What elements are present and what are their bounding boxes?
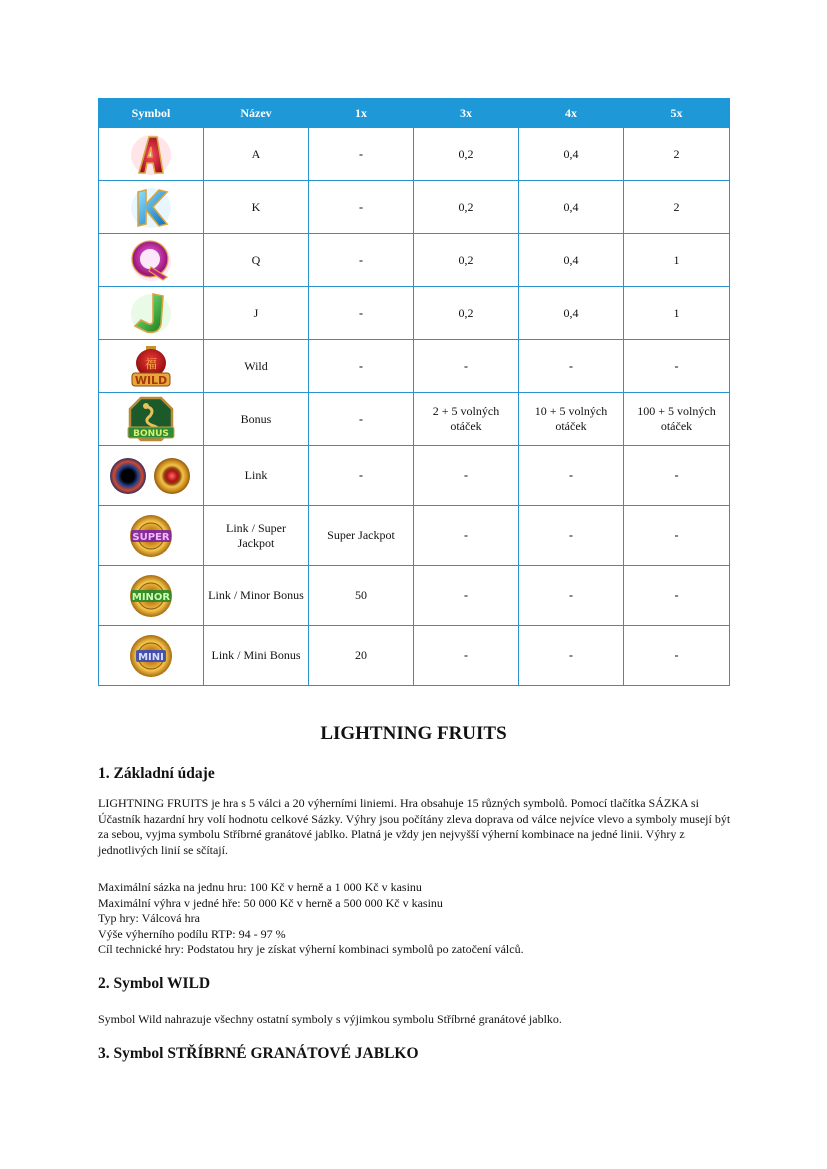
payout-4x: - (519, 446, 624, 506)
symbol-name: Link / Super Jackpot (204, 506, 309, 566)
payout-1x: - (309, 340, 414, 393)
symbol-cell (99, 446, 204, 506)
payout-1x: - (309, 393, 414, 446)
symbol-cell (99, 393, 204, 446)
payout-4x: 0,4 (519, 234, 624, 287)
payout-1x: - (309, 128, 414, 181)
payout-3x: - (414, 446, 519, 506)
symbol-name: Q (204, 234, 309, 287)
payout-5x: 2 (624, 181, 730, 234)
section-paragraph-wild: Symbol Wild nahrazuje všechny ostatní symboly s výjimkou symbolu Stříbrné granátové jablko. (98, 1012, 562, 1026)
payout-1x: - (309, 446, 414, 506)
table-row (99, 340, 730, 393)
payout-4x: - (519, 506, 624, 566)
symbol-name: Link (204, 446, 309, 506)
payout-1x: - (309, 181, 414, 234)
table-row (99, 287, 730, 340)
letter-k-icon (129, 184, 173, 230)
payout-4x: 0,4 (519, 128, 624, 181)
payout-3x: 2 + 5 volných otáček (414, 393, 519, 446)
table-row (99, 181, 730, 234)
payout-5x: - (624, 626, 730, 686)
table-row (99, 393, 730, 446)
table-row (99, 128, 730, 181)
symbol-name: Wild (204, 340, 309, 393)
payout-4x: - (519, 340, 624, 393)
payout-5x: - (624, 340, 730, 393)
symbol-cell (99, 128, 204, 181)
payout-4x: 10 + 5 volných otáček (519, 393, 624, 446)
fact-rtp: Výše výherního podílu RTP: 94 - 97 % (98, 926, 286, 941)
minor-coin-icon (128, 573, 174, 619)
symbol-name: A (204, 128, 309, 181)
section-paragraph-basic-info: LIGHTNING FRUITS je hra s 5 válci a 20 výherními liniemi. Hra obsahuje 15 různých symbolů. Pomocí tlačítka SÁZKA si Účastník hazardní hry volí hodnotu celkové Sázky. Výhry jsou počítány zleva doprava od válce nejvíce vlevo a symboly musejí být za sebou, vyjma symbolu Stříbrné granátové jablko. Platná je vždy jen nejvyšší výherní kombinace na jedné linii. Výhry z jednotlivých linií se sčítají. (98, 796, 731, 857)
mini-coin-icon (128, 633, 174, 679)
fact-max-bet: Maximální sázka na jednu hru: 100 Kč v herně a 1 000 Kč v kasinu (98, 880, 422, 894)
header-1x: 1x (309, 99, 414, 128)
payout-3x: 0,2 (414, 234, 519, 287)
symbol-name: Link / Minor Bonus (204, 566, 309, 626)
symbol-cell (99, 340, 204, 393)
payout-3x: 0,2 (414, 128, 519, 181)
letter-q-icon (129, 237, 173, 283)
document-title: LIGHTNING FRUITS (320, 723, 507, 744)
payout-5x: 1 (624, 287, 730, 340)
letter-j-icon (129, 290, 173, 336)
svg-text:MINOR: MINOR (131, 591, 171, 603)
symbol-name: Link / Mini Bonus (204, 626, 309, 686)
svg-text:福: 福 (144, 357, 158, 371)
section-heading-silver-pomegranate: 3. Symbol STŘÍBRNÉ GRANÁTOVÉ JABLKO (98, 1045, 419, 1062)
svg-text:MINI: MINI (138, 651, 164, 663)
table-row (99, 626, 730, 686)
symbol-cell (99, 626, 204, 686)
payout-5x: - (624, 446, 730, 506)
table-row (99, 566, 730, 626)
symbol-cell (99, 506, 204, 566)
symbol-cell (99, 287, 204, 340)
payout-1x: - (309, 287, 414, 340)
symbol-name: J (204, 287, 309, 340)
symbol-name: K (204, 181, 309, 234)
payout-3x: 0,2 (414, 287, 519, 340)
section-heading-wild: 2. Symbol WILD (98, 975, 211, 992)
payout-5x: 1 (624, 234, 730, 287)
symbol-name: Bonus (204, 393, 309, 446)
fact-game-goal: Cíl technické hry: Podstatou hry je získat výherní kombinaci symbolů po zatočení válců. (98, 942, 524, 956)
payout-3x: - (414, 506, 519, 566)
table-row (99, 234, 730, 287)
payout-1x: - (309, 234, 414, 287)
payout-5x: - (624, 566, 730, 626)
svg-text:BONUS: BONUS (133, 429, 169, 439)
wild-lantern-icon (128, 343, 174, 389)
payout-1x: 50 (309, 566, 414, 626)
header-3x: 3x (414, 99, 519, 128)
payout-5x: 2 (624, 128, 730, 181)
payout-3x: - (414, 340, 519, 393)
table-row (99, 506, 730, 566)
header-symbol: Symbol (99, 99, 204, 128)
payout-4x: 0,4 (519, 181, 624, 234)
letter-a-icon (129, 131, 173, 177)
header-name: Název (204, 99, 309, 128)
symbol-cell (99, 234, 204, 287)
payout-1x: Super Jackpot (309, 506, 414, 566)
payout-1x: 20 (309, 626, 414, 686)
payout-5x: 100 + 5 volných otáček (624, 393, 730, 446)
svg-text:SUPER: SUPER (132, 531, 170, 543)
paytable-header-row (99, 99, 730, 128)
payout-5x: - (624, 506, 730, 566)
payout-3x: - (414, 626, 519, 686)
payout-3x: - (414, 566, 519, 626)
payout-4x: - (519, 566, 624, 626)
table-row (99, 446, 730, 506)
header-5x: 5x (624, 99, 730, 128)
svg-text:WILD: WILD (134, 374, 168, 387)
paytable (98, 98, 730, 686)
header-4x: 4x (519, 99, 624, 128)
symbol-cell (99, 566, 204, 626)
symbol-cell (99, 181, 204, 234)
bonus-dragon-icon (126, 396, 176, 442)
super-coin-icon (128, 513, 174, 559)
fact-game-type: Typ hry: Válcová hra (98, 911, 200, 925)
payout-3x: 0,2 (414, 181, 519, 234)
section-heading-basic-info: 1. Základní údaje (98, 765, 215, 782)
payout-4x: 0,4 (519, 287, 624, 340)
link-orbs-icon (108, 455, 194, 497)
fact-max-win: Maximální výhra v jedné hře: 50 000 Kč v herně a 500 000 Kč v kasinu (98, 895, 443, 910)
payout-4x: - (519, 626, 624, 686)
